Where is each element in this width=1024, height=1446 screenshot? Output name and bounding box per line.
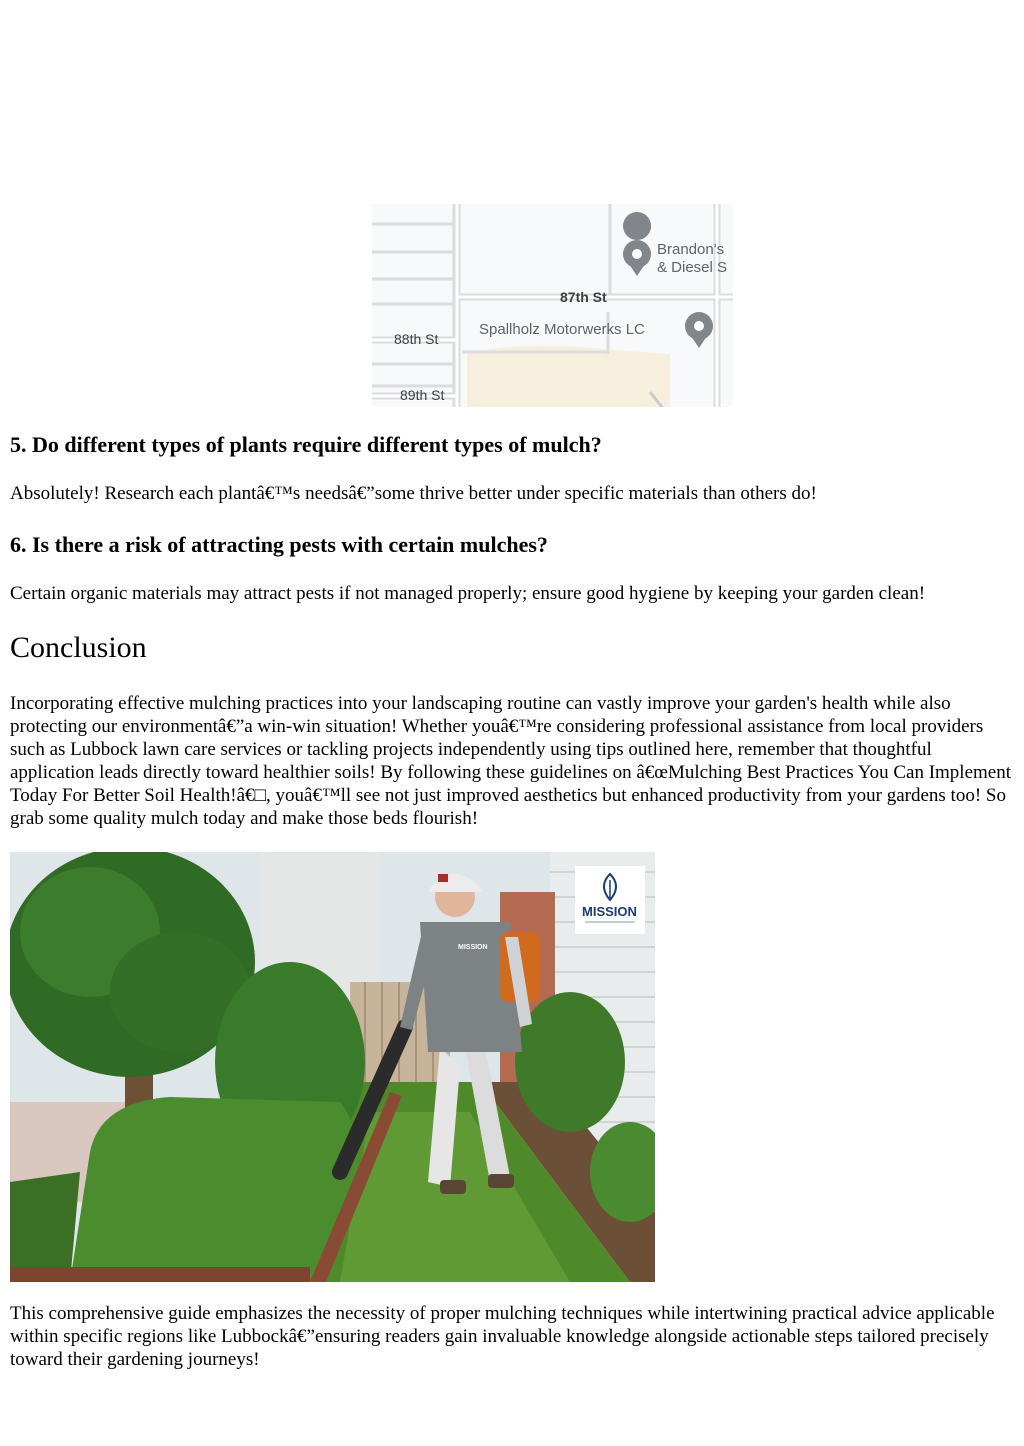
map-place-label: Spallholz Motorwerks LC [479,321,645,338]
mission-logo [575,866,645,934]
map-street-label: 87th St [560,289,607,305]
faq-question: 6. Is there a risk of attracting pests with certain mulches? [10,532,548,557]
faq-answer: Certain organic materials may attract pests if not managed properly; ensure good hygiene by keeping your garden clean! [10,583,926,604]
map-street-label: 88th St [394,331,439,347]
conclusion-paragraph: Incorporating effective mulching practices into your landscaping routine can vastly improve your garden's health while also protecting our environmentâ€”a win-win situation! Whether youâ€™re considering professional assistance from local providers such as Lubbock lawn care services or tackling projects independently using tips outlined here, remember that thoughtful application leads directly toward healthier soils! By following these guidelines on â€œMulching Best Practices You Can Implement Today For Better Soil Health!â€□, youâ€™ll see not just improved aesthetics but enhanced productivity from your gardens too! So grab some quality mulch today and make those beds flourish! [10,693,1011,829]
shirt-logo-text: MISSION [458,944,488,951]
faq-question: 5. Do different types of plants require different types of mulch? [10,432,602,457]
map-place-label: & Diesel S [657,259,728,276]
mission-logo-text: MISSION [582,904,637,919]
closing-paragraph: This comprehensive guide emphasizes the necessity of proper mulching techniques while intertwining practical advice applicable within specific regions like Lubbockâ€”ensuring readers gain invaluable knowledge alongside actionable steps tailored precisely toward their gardening journeys! [10,1303,995,1370]
map-image[interactable] [372,204,733,407]
faq-answer: Absolutely! Research each plantâ€™s needsâ€”some thrive better under specific materials than others do! [10,483,817,504]
map-place-label: Brandon's [657,241,725,258]
map-street-label: 89th St [400,387,445,403]
landscaper-photo [10,852,655,1282]
section-heading: Conclusion [10,631,147,664]
